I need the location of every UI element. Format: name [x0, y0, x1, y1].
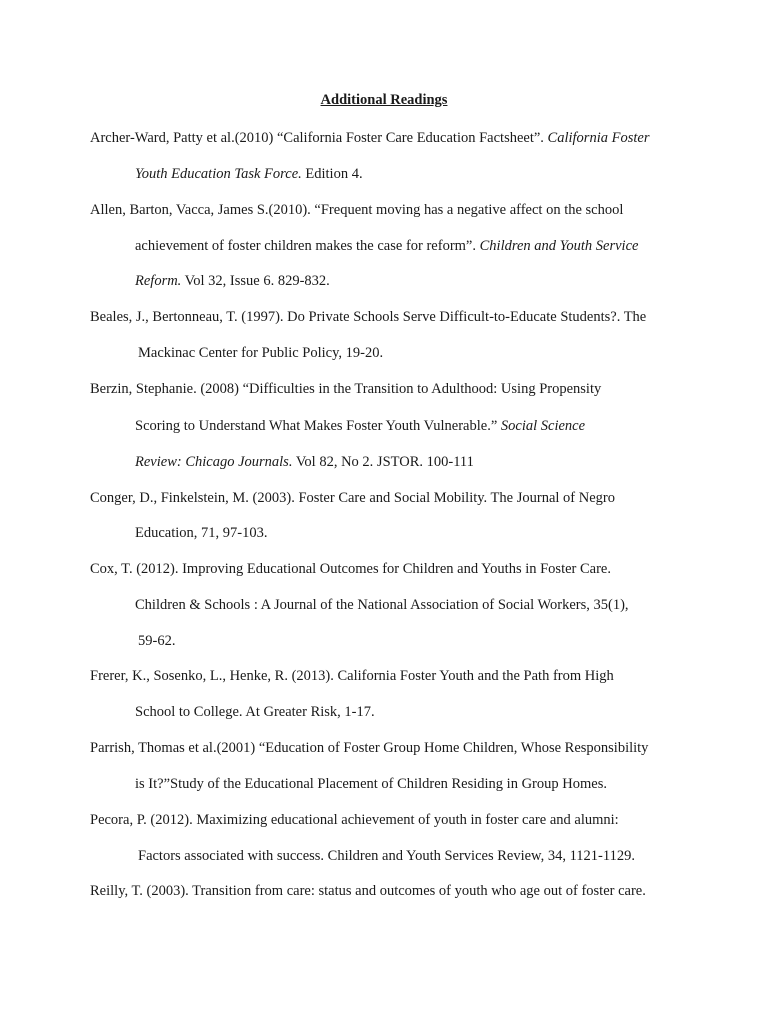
reference-text: Frerer, K., Sosenko, L., Henke, R. (2013). California Foster Youth and the Path from High: [90, 668, 614, 684]
reference-line: [135, 523, 268, 543]
reference-line: [135, 595, 629, 615]
reference-text: Scoring to Understand What Makes Foster Youth Vulnerable.”: [135, 418, 501, 434]
reference-line: [135, 236, 638, 256]
reference-text: Reilly, T. (2003). Transition from care: status and outcomes of youth who age out of foster care.: [90, 883, 646, 899]
reference-text: School to College. At Greater Risk, 1-17.: [135, 704, 375, 720]
reference-line: [90, 559, 611, 579]
reference-line: [135, 774, 607, 794]
reference-italic-text: Reform.: [135, 273, 182, 289]
reference-text: Factors associated with success. Children and Youth Services Review, 34, 1121-1129.: [138, 848, 635, 864]
reference-line: [138, 846, 635, 866]
reference-text: Allen, Barton, Vacca, James S.(2010). “Frequent moving has a negative affect on the school: [90, 202, 624, 218]
reference-line: [135, 702, 375, 722]
reference-line: [90, 307, 646, 327]
reference-text: Children & Schools : A Journal of the National Association of Social Workers, 35(1),: [135, 597, 629, 613]
reference-text: Berzin, Stephanie. (2008) “Difficulties in the Transition to Adulthood: Using Propensity: [90, 381, 602, 397]
reference-text: 59-62.: [138, 633, 176, 649]
reference-line: [135, 416, 585, 436]
reference-text: Cox, T. (2012). Improving Educational Outcomes for Children and Youths in Foster Care.: [90, 561, 611, 577]
reference-line: [90, 738, 648, 758]
reference-line: [90, 488, 615, 508]
reference-line: [90, 200, 623, 220]
reference-text: Archer-Ward, Patty et al.(2010) “California Foster Care Education Factsheet”.: [90, 130, 548, 146]
reference-italic-text: Social Science: [500, 418, 586, 434]
reference-line: [90, 128, 649, 148]
reference-line: [138, 631, 175, 651]
reference-text: Edition 4.: [301, 166, 363, 182]
reference-italic-text: California Foster: [547, 130, 650, 146]
reference-text: achievement of foster children makes the case for reform”.: [135, 238, 480, 254]
reference-line: [90, 881, 646, 901]
reference-text: Pecora, P. (2012). Maximizing educational achievement of youth in foster care and alumni:: [90, 812, 619, 828]
reference-italic-text: Review: Chicago Journals.: [135, 454, 293, 470]
reference-text: Beales, J., Bertonneau, T. (1997). Do Private Schools Serve Difficult-to-Educate Students?. The: [90, 309, 647, 325]
reference-text: Conger, D., Finkelstein, M. (2003). Foster Care and Social Mobility. The Journal of Negro: [90, 490, 615, 506]
reference-line: [138, 343, 383, 363]
reference-text: Vol 82, No 2. JSTOR. 100-111: [292, 454, 474, 470]
reference-line: [135, 452, 474, 472]
reference-text: Mackinac Center for Public Policy, 19-20.: [138, 345, 384, 361]
reference-text: Education, 71, 97-103.: [135, 525, 268, 541]
reference-line: [90, 810, 619, 830]
reference-line: [90, 379, 601, 399]
reference-text: Parrish, Thomas et al.(2001) “Education of Foster Group Home Children, Whose Responsibility: [90, 740, 649, 756]
reference-italic-text: Children and Youth Service: [479, 238, 639, 254]
page-title: Additional Readings: [320, 92, 448, 108]
reference-italic-text: Youth Education Task Force.: [135, 166, 302, 182]
reference-text: Vol 32, Issue 6. 829-832.: [181, 273, 330, 289]
reference-line: [135, 271, 330, 291]
reference-text: is It?”Study of the Educational Placement of Children Residing in Group Homes.: [135, 776, 607, 792]
reference-line: [90, 666, 614, 686]
reference-line: [135, 164, 363, 184]
